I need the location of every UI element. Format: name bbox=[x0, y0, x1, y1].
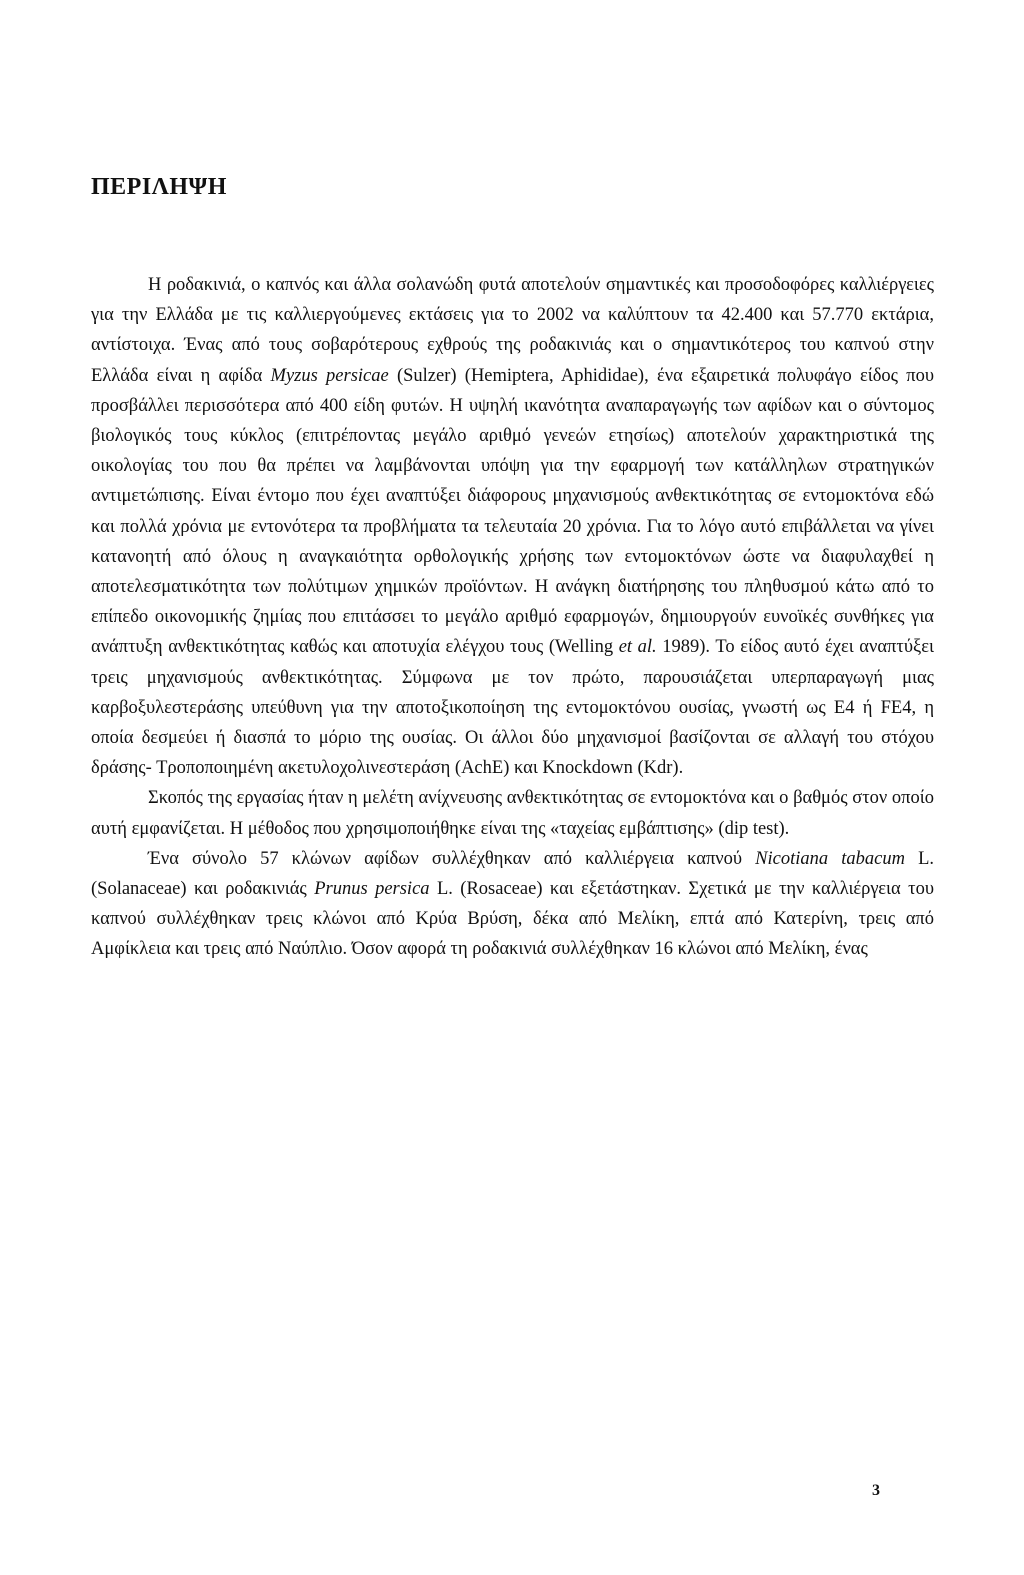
page-number: 3 bbox=[872, 1482, 880, 1499]
paragraph bbox=[91, 844, 934, 965]
text-run: L. (Rosaceae) και εξετάστηκαν. Σχετικά με την καλλιέργεια του καπνού συλλέχθηκαν τρεις κλώνοι από Κρύα Βρύση, δέκα από Μελίκη, επτά από Κατερίνη, τρεις από Αμφίκλεια και τρεις από Ναύπλιο. Όσον αφορά τη ροδακινιά συλλέχθηκαν 16 κλώνοι από Μελίκη, ένας bbox=[91, 879, 934, 960]
text-run: 1989). Το είδος αυτό έχει αναπτύξει τρεις μηχανισμούς ανθεκτικότητας. Σύμφωνα με τον πρώτο, παρουσιάζεται υπερπαραγωγή μιας καρβοξυλεστεράσης υπεύθυνη για την αποτοξικοποίηση της εντομοκτόνου ουσίας, γνωστή ως E4 ή FE4, η οποία δεσμεύει ή διασπά το μόριο της ουσίας. Οι άλλοι δύο μηχανισμοί βασίζονται σε αλλαγή του στόχου δράσης- Τροποποιημένη ακετυλοχολινεστεράση (AchE) και Knockdown (Kdr). bbox=[91, 637, 934, 779]
text-run: Ένα σύνολο 57 κλώνων αφίδων συλλέχθηκαν από καλλιέργεια καπνού bbox=[148, 848, 756, 869]
page-title: ΠΕΡΙΛΗΨΗ bbox=[91, 174, 227, 200]
abstract-body bbox=[91, 270, 934, 965]
italic-text: et al. bbox=[618, 637, 657, 658]
text-run: (Sulzer) (Hemiptera, Aphididae), ένα εξαιρετικά πολυφάγο είδος που προσβάλλει περισσότερα από 400 είδη φυτών. Η υψηλή ικανότητα αναπαραγωγής των αφίδων και ο σύντομος βιολογικός τους κύκλος (επιτρέποντας μεγάλο αριθμό γενεών ετησίως) αποτελούν χαρακτηριστικά της οικολογίας του που θα πρέπει να λαμβάνονται υπόψη για την εφαρμογή των κατάλληλων στρατηγικών αντιμετώπισης. Είναι έντομο που έχει αναπτύξει διάφορους μηχανισμούς ανθεκτικότητας σε εντομοκτόνα εδώ και πολλά χρόνια με εντονότερα τα προβλήματα τα τελευταία 20 χρόνια. Για το λόγο αυτό επιβάλλεται να γίνει κατανοητή από όλους η αναγκαιότητα ορθολογικής χρήσης των εντομοκτόνων ώστε να διαφυλαχθεί η αποτελεσματικότητα των πολύτιμων χημικών προϊόντων. Η ανάγκη διατήρησης του πληθυσμού κάτω από το επίπεδο οικονομικής ζημίας που επιτάσσει το μεγάλο αριθμό εφαρμογών, δημιουργούν ευνοϊκές συνθήκες για ανάπτυξη ανθεκτικότητας καθώς και αποτυχία ελέγχου τους (Welling bbox=[91, 365, 934, 658]
text-run: Η ροδακινιά, ο καπνός και άλλα σολανώδη φυτά αποτελούν σημαντικές και προσοδοφόρες καλλιέργειες για την Ελλάδα με τις καλλιεργούμενες εκτάσεις για το 2002 να καλύπτουν τα 42.400 και 57.770 εκτάρια, αντίστοιχα. Ένας από τους σοβαρότερους εχθρούς της ροδακινιάς και ο σημαντικότερος του καπνού στην Ελλάδα είναι η αφίδα bbox=[91, 275, 934, 386]
italic-text: Myzus persicae bbox=[270, 365, 389, 386]
text-run: L. (Solanaceae) και ροδακινιάς bbox=[91, 848, 934, 900]
italic-text: Nicotiana tabacum bbox=[755, 848, 905, 869]
italic-text: Prunus persica bbox=[314, 879, 430, 900]
paragraph bbox=[91, 783, 934, 843]
text-run: Σκοπός της εργασίας ήταν η μελέτη ανίχνευσης ανθεκτικότητας σε εντομοκτόνα και ο βαθμός στον οποίο αυτή εμφανίζεται. Η μέθοδος που χρησιμοποιήθηκε είναι της «ταχείας εμβάπτισης» (dip test). bbox=[91, 788, 934, 839]
paragraph bbox=[91, 270, 934, 783]
